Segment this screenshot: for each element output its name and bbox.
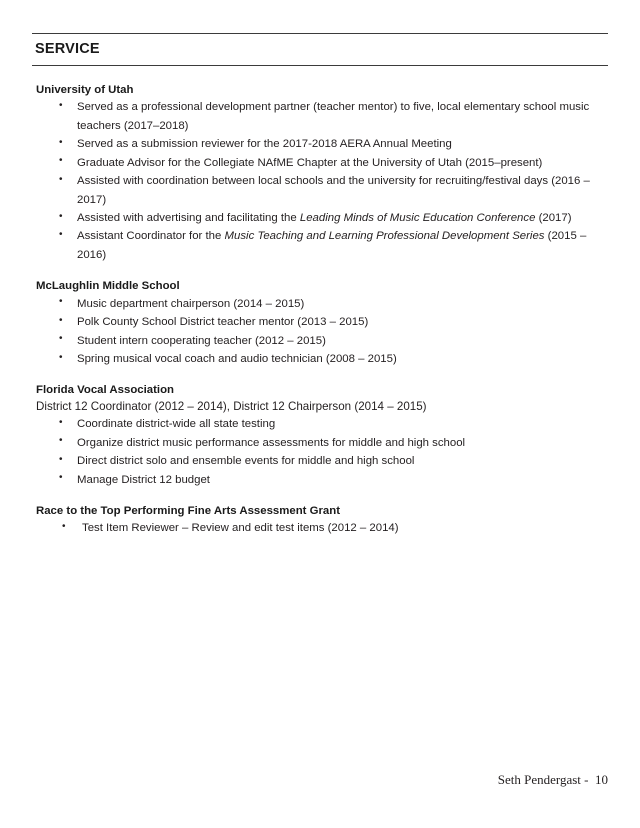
service-bullet-item	[36, 332, 614, 350]
service-bullet-item	[36, 313, 614, 331]
service-bullet-item	[36, 295, 614, 313]
service-bullet-list	[36, 519, 614, 537]
service-entries	[36, 82, 614, 538]
bullet-title-italic: Music Teaching and Learning Professional Development Series	[224, 230, 545, 243]
organization-heading: McLaughlin Middle School	[36, 280, 180, 293]
service-bullet-item	[36, 452, 614, 470]
bullet-text: Coordinate district-wide all state testing	[77, 418, 276, 431]
bullet-text-trailing: (2017)	[535, 212, 572, 224]
service-bullet-item	[36, 227, 614, 264]
service-bullet-item	[36, 154, 614, 172]
bullet-text: Organize district music performance assessments for middle and high school	[77, 436, 466, 449]
bullet-text: Direct district solo and ensemble events for middle and high school	[77, 455, 415, 468]
service-bullet-item	[36, 98, 614, 135]
bullet-text-trailing: (2015 – 2016)	[77, 230, 587, 261]
bullet-text: Graduate Advisor for the Collegiate NAfME Chapter at the University of Utah (2015–present)	[77, 156, 543, 169]
bullet-title-italic: Leading Minds of Music Education Conference	[299, 212, 536, 224]
service-bullet-list	[36, 295, 614, 369]
service-bullet-item	[36, 434, 614, 452]
organization-heading: Race to the Top Performing Fine Arts Assessment Grant	[36, 504, 341, 517]
bullet-text: Music department chairperson (2014 – 2015)	[77, 297, 305, 310]
organization-heading: Florida Vocal Association	[36, 384, 174, 397]
bullet-text: Test Item Reviewer – Review and edit test items (2012 – 2014)	[82, 522, 399, 535]
service-bullet-list	[36, 415, 614, 489]
service-bullet-item	[36, 209, 614, 227]
bullet-text: Assisted with advertising and facilitating the	[77, 212, 300, 224]
section-header-block	[32, 33, 608, 66]
service-bullet-item	[36, 172, 614, 209]
bullet-text: Assistant Coordinator for the	[77, 230, 225, 243]
bullet-text: Served as a submission reviewer for the 2017-2018 AERA Annual Meeting	[77, 138, 452, 151]
bullet-text: Polk County School District teacher mentor (2013 – 2015)	[77, 316, 369, 329]
organization-heading: University of Utah	[36, 84, 134, 96]
service-bullet-item	[36, 350, 614, 368]
service-bullet-item	[36, 135, 614, 153]
bullet-text: Student intern cooperating teacher (2012 – 2015)	[77, 334, 326, 347]
bullet-text: Assisted with coordination between local schools and the university for recruiting/festival days (2016 – 2017)	[77, 175, 590, 206]
service-bullet-item	[36, 415, 614, 433]
bullet-text: Manage District 12 budget	[77, 473, 210, 486]
organization-subline: District 12 Coordinator (2012 – 2014), District 12 Chairperson (2014 – 2015)	[36, 399, 427, 413]
section-title: SERVICE	[35, 41, 100, 57]
page-footer: Seth Pendergast - 10	[497, 772, 608, 787]
section-rule-bottom	[32, 65, 608, 66]
service-bullet-list	[36, 98, 614, 264]
bullet-text: Spring musical vocal coach and audio technician (2008 – 2015)	[77, 353, 397, 365]
bullet-text: Served as a professional development partner (teacher mentor) to five, local elementary school music teachers (2017–2018)	[77, 101, 590, 132]
service-bullet-item	[36, 519, 614, 537]
service-bullet-item	[36, 471, 614, 489]
